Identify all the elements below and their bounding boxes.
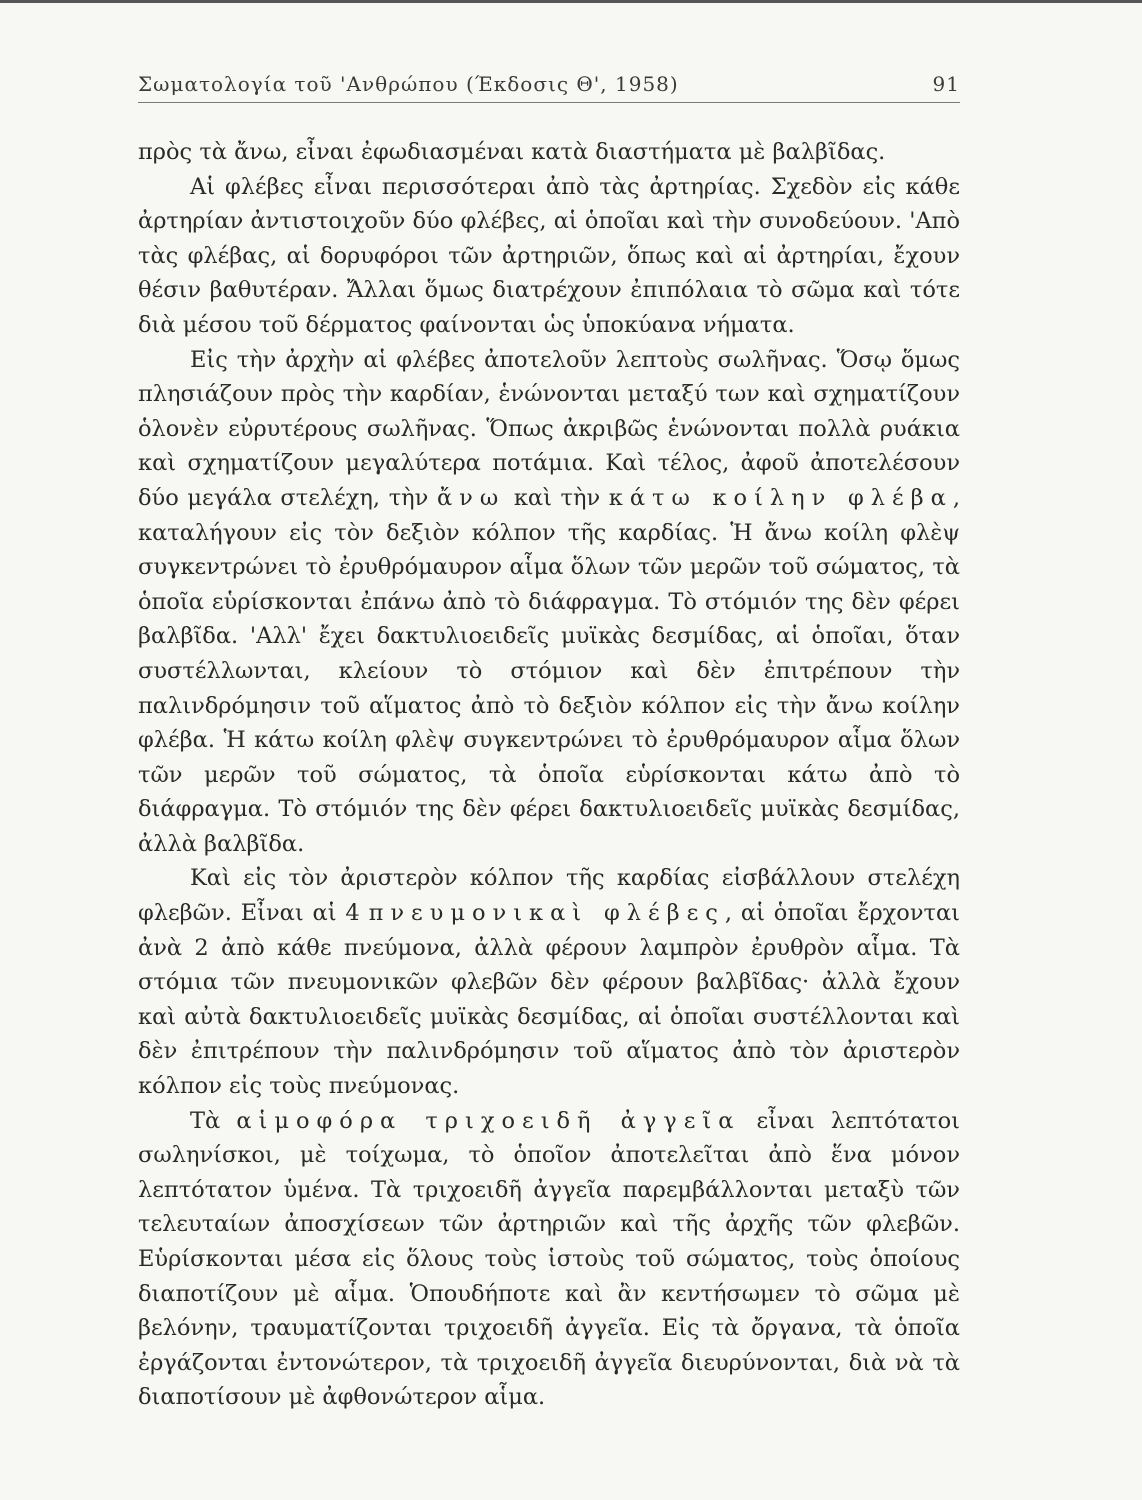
text-run: καὶ τὴν [505, 484, 609, 511]
text-run: , καταλήγουν εἰς τὸν δεξιὸν κόλπον τῆς καρδίας. Ἡ ἄνω κοίλη φλὲψ συγκεντρώνει τὸ ἐρυθρόμαυρον αἷμα ὅλων τῶν μερῶν τοῦ σώματος, τὰ ὁποῖα εὑρίσκονται ἐπάνω ἀπὸ τὸ διάφραγμα. Τὸ στόμιόν της δὲν φέρει βαλβῖδα. 'Αλλ' ἔχει δακτυλιοειδεῖς μυϊκὰς δεσμίδας, αἱ ὁποῖαι, ὅταν συστέλλωνται, κλείουν τὸ στόμιον καὶ δὲν ἐπιτρέπουν τὴν παλινδρόμησιν τοῦ αἵματος ἀπὸ τὸ δεξιὸν κόλπον εἰς τὴν ἄνω κοίλην φλέβα. Ἡ κάτω κοίλη φλὲψ συγκεντρώνει τὸ ἐρυθρόμαυρον αἷμα ὅλων τῶν μερῶν τοῦ σώματος, τὰ ὁποῖα εὑρίσκονται κάτω ἀπὸ τὸ διάφραγμα. Τὸ στόμιόν της δὲν φέρει δακτυλιοειδεῖς μυϊκὰς δεσμίδας, ἀλλὰ βαλβῖδα. [138, 484, 961, 857]
page-number: 91 [932, 72, 960, 96]
running-head [138, 72, 960, 103]
text-run: εἶναι λεπτότατοι σωληνίσκοι, μὲ τοίχωμα, τὸ ὁποῖον ἀποτελεῖται ἀπὸ ἕνα μόνον λεπτότατον ὑμένα. Τὰ τριχοειδῆ ἀγγεῖα παρεμβάλλονται μεταξὺ τῶν τελευταίων ἀποσχίσεων τῶν ἀρτηριῶν καὶ τῆς ἀρχῆς τῶν φλεβῶν. Εὑρίσκονται μέσα εἰς ὅλους τοὺς ἱστοὺς τοῦ σώματος, τοὺς ὁποίους διαποτίζουν μὲ αἷμα. Ὁπουδήποτε καὶ ἂν κεντήσωμεν τὸ σῶμα μὲ βελόνην, τραυματίζονται τριχοειδῆ ἀγγεῖα. Εἰς τὰ ὄργανα, τὰ ὁποῖα ἐργάζονται ἐντονώτερον, τὰ τριχοειδῆ ἀγγεῖα διευρύνονται, διὰ νὰ τὰ διαποτίσουν μὲ ἀφθονώτερον αἷμα. [138, 1107, 960, 1411]
book-page [138, 72, 960, 1415]
paragraph [138, 170, 960, 343]
text-run: , αἱ ὁποῖαι ἔρχονται ἀνὰ 2 ἀπὸ κάθε πνεύμονα, ἀλλὰ φέρουν λαμπρὸν ἐρυθρὸν αἷμα. Τὰ στόμια τῶν πνευμονικῶν φλεβῶν δὲν φέρουν βαλβῖδας· ἀλλὰ ἔχουν καὶ αὐτὰ δακτυλιοειδεῖς μυϊκὰς δεσμίδας, αἱ ὁποῖαι συστέλλονται καὶ δὲν ἐπιτρέπουν τὴν παλινδρόμησιν τοῦ αἵματος ἀπὸ τὸν ἀριστερὸν κόλπον εἰς τοὺς πνεύμονας. [138, 900, 960, 1100]
emphasized-term: πνευμονικαὶ φλέβες [368, 900, 725, 927]
scan-top-edge [0, 0, 1142, 3]
text-run: Τὰ [190, 1107, 237, 1134]
text-run: Καὶ εἰς τὸν ἀριστερὸν κόλπον τῆς καρδίας εἰσβάλλουν στελέχη φλεβῶν. Εἶναι αἱ 4 [138, 865, 960, 927]
body-text [138, 135, 960, 1415]
text-run: Αἱ φλέβες εἶναι περισσότεραι ἀπὸ τὰς ἀρτηρίας. Σχεδὸν εἰς κάθε ἀρτηρίαν ἀντιστοιχοῦν δύο φλέβες, αἱ ὁποῖαι καὶ τὴν συνοδεύουν. 'Απὸ τὰς φλέβας, αἱ δορυφόροι τῶν ἀρτηριῶν, ὅπως καὶ αἱ ἀρτηρίαι, ἔχουν θέσιν βαθυτέραν. Ἄλλαι ὅμως διατρέχουν ἐπιπόλαια τὸ σῶμα καὶ τότε διὰ μέσου τοῦ δέρματος φαίνονται ὡς ὑποκύανα νήματα. [138, 173, 960, 338]
paragraph [138, 1104, 960, 1415]
text-run: πρὸς τὰ ἄνω, εἶναι ἐφωδιασμέναι κατὰ διαστήματα μὲ βαλβῖδας. [138, 139, 886, 165]
text-run: Εἰς τὴν ἀρχὴν αἱ φλέβες ἀποτελοῦν λεπτοὺς σωλῆνας. Ὅσῳ ὅμως πλησιάζουν πρὸς τὴν καρδίαν, ἑνώνονται μεταξύ των καὶ σχηματίζουν ὁλονὲν εὐρυτέρους σωλῆνας. Ὅπως ἀκριβῶς ἑνώνονται πολλὰ ρυάκια καὶ σχηματίζουν μεγαλύτερα ποτάμια. Καὶ τέλος, ἀφοῦ ἀποτελέσουν δύο μεγάλα στελέχη, τὴν [138, 346, 960, 511]
paragraph [138, 135, 960, 170]
emphasized-term: αἱμοφόρα τριχοειδῆ ἀγγεῖα [236, 1107, 741, 1134]
emphasized-term: κάτω κοίλην φλέβα [608, 484, 953, 511]
paragraph [138, 861, 960, 1103]
emphasized-term: ἄνω [436, 484, 506, 511]
running-title: Σωματολογία τοῦ 'Ανθρώπου (Έκδοσις Θ', 1958) [138, 72, 679, 96]
paragraph [138, 343, 960, 862]
